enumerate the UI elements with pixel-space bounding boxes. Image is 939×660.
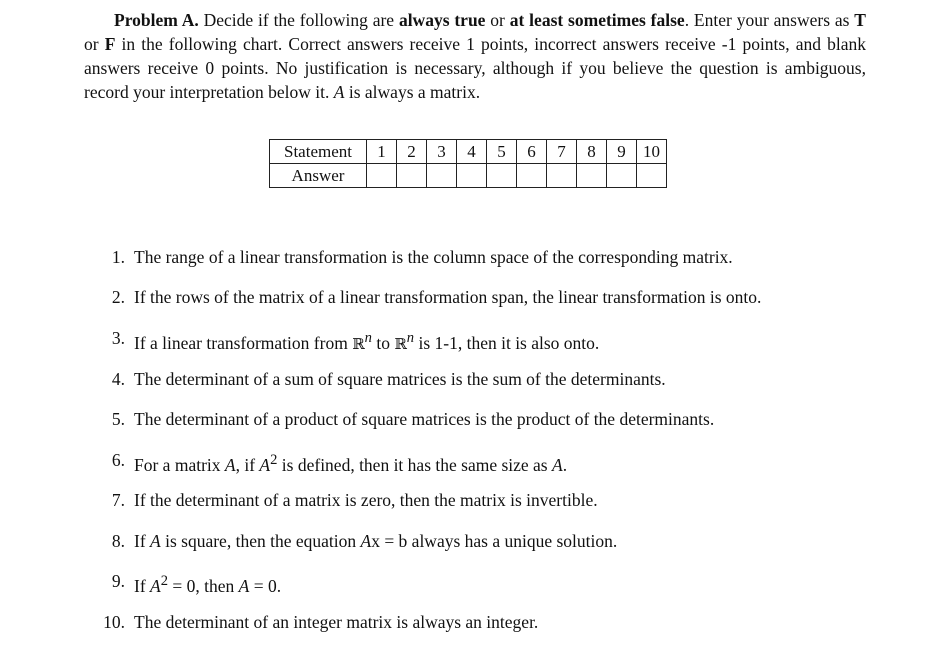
text-part: For a matrix [134, 454, 225, 475]
item-text: The range of a linear transformation is the column space of the corresponding matrix. [134, 247, 733, 267]
intro-bold: at least sometimes false [509, 10, 685, 30]
intro-bold: F [104, 34, 116, 54]
item-number: 5. [111, 409, 125, 429]
matrix-variable: A [224, 454, 236, 475]
text-part: = 0, then [168, 575, 239, 596]
item-number: 4. [111, 369, 125, 389]
text-part: is square, then the equation [160, 531, 361, 551]
reals-symbol: ℝ [352, 334, 365, 353]
answer-label: Answer [270, 164, 367, 188]
item-text [134, 569, 281, 598]
text-part: If a linear transformation from [134, 332, 353, 353]
intro-text: or [84, 34, 105, 54]
answer-cell[interactable] [607, 164, 637, 188]
statement-number: 10 [637, 140, 667, 164]
problem-heading: Problem A. [114, 10, 199, 30]
matrix-variable: A [238, 575, 250, 596]
statement-label: Statement [270, 140, 367, 164]
answer-cell[interactable] [397, 164, 427, 188]
item-number: 8. [111, 531, 125, 551]
problem-intro [84, 8, 866, 104]
text-part: , if [235, 454, 260, 475]
intro-text: Decide if the following are [198, 10, 399, 30]
text-part: If [134, 575, 151, 596]
intro-text: . Enter your answers as [684, 10, 855, 30]
text-part: x = b always has a unique solution. [371, 531, 618, 551]
statement-number: 9 [607, 140, 637, 164]
exponent: 2 [160, 573, 169, 589]
item-number: 10. [103, 612, 125, 632]
text-part: is 1-1, then it is also onto. [414, 332, 600, 353]
item-text: The determinant of an integer matrix is always an integer. [134, 612, 539, 632]
exponent: n [364, 330, 372, 346]
item-text: If the rows of the matrix of a linear transformation span, the linear transformation is onto. [134, 287, 762, 307]
answer-cell[interactable] [427, 164, 457, 188]
list-item [0, 326, 939, 353]
statement-number: 4 [457, 140, 487, 164]
statement-number: 6 [517, 140, 547, 164]
matrix-variable: A [333, 82, 345, 102]
text-part: If [134, 531, 151, 551]
intro-bold: always true [398, 10, 486, 30]
matrix-variable: A [360, 531, 372, 551]
list-item [0, 285, 939, 309]
matrix-variable: A [259, 454, 271, 475]
item-number: 3. [111, 328, 125, 348]
list-item [0, 529, 939, 553]
answer-cell[interactable] [457, 164, 487, 188]
list-item [0, 569, 939, 596]
answer-cell[interactable] [577, 164, 607, 188]
list-item [0, 488, 939, 512]
intro-text: is always a matrix. [344, 82, 481, 102]
list-item [0, 245, 939, 269]
item-text [134, 326, 599, 356]
text-part: to [371, 332, 395, 353]
list-item [0, 367, 939, 391]
text-part: is defined, then it has the same size as [277, 454, 552, 475]
intro-text: or [485, 10, 510, 30]
item-text: The determinant of a sum of square matrices is the sum of the determinants. [134, 369, 666, 389]
item-number: 1. [111, 247, 125, 267]
item-number: 2. [111, 287, 125, 307]
statement-number: 5 [487, 140, 517, 164]
item-number: 7. [111, 490, 125, 510]
item-text [134, 448, 567, 477]
answer-row [270, 164, 667, 188]
exponent: 2 [270, 452, 278, 468]
intro-text: in the following chart. Correct answers receive 1 points, incorrect answers receive -1 points, and blank answers receive 0 points. No justification is necessary, although if you believe the question is ambiguous, record your interpretation below it. [84, 34, 866, 102]
answer-cell[interactable] [367, 164, 397, 188]
item-text: If the determinant of a matrix is zero, then the matrix is invertible. [134, 490, 598, 510]
item-number: 6. [111, 450, 125, 470]
text-part: = 0. [249, 575, 282, 596]
list-item [0, 610, 939, 634]
reals-symbol: ℝ [394, 334, 407, 353]
list-item [0, 448, 939, 475]
answer-chart [269, 139, 667, 188]
answer-cell[interactable] [547, 164, 577, 188]
statement-number: 2 [397, 140, 427, 164]
statement-row [270, 140, 667, 164]
statement-number: 1 [367, 140, 397, 164]
list-item [0, 407, 939, 431]
item-number: 9. [111, 571, 125, 591]
statement-number: 7 [547, 140, 577, 164]
answer-cell[interactable] [487, 164, 517, 188]
statement-number: 3 [427, 140, 457, 164]
answer-cell[interactable] [637, 164, 667, 188]
matrix-variable: A [552, 454, 563, 475]
statement-number: 8 [577, 140, 607, 164]
matrix-variable: A [150, 531, 161, 551]
text-part: . [562, 454, 568, 475]
item-text: The determinant of a product of square matrices is the product of the determinants. [134, 409, 715, 429]
intro-bold: T [854, 10, 866, 30]
item-text [134, 529, 617, 553]
answer-cell[interactable] [517, 164, 547, 188]
matrix-variable: A [150, 575, 161, 596]
exponent: n [406, 330, 415, 346]
